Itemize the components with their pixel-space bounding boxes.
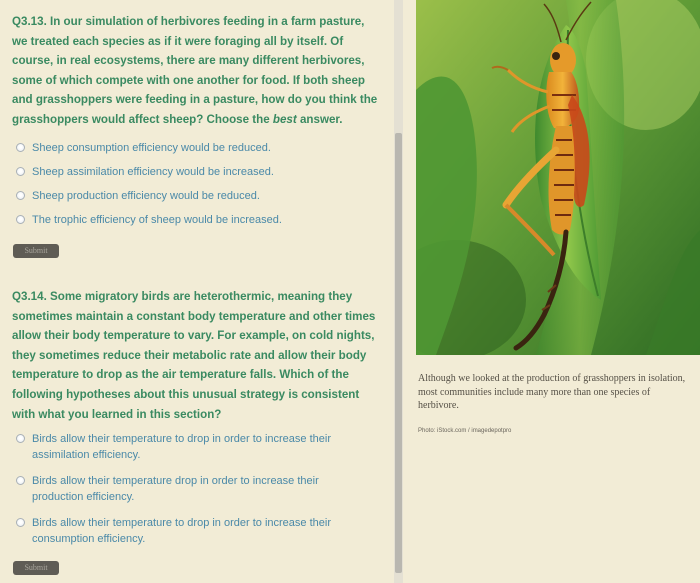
answer-option[interactable] [16,212,376,236]
answer-option-label: Sheep consumption efficiency would be reduced. [32,142,271,154]
grasshopper-photo [416,0,700,355]
question-q3-14: Q3.14. Some migratory birds are heterothermic, meaning they sometimes maintain a constant body temperature and other times allow their body temperature to vary. For example, on cold nights, they sometimes reduce their metabolic rate and allow their body temperature to drop as the air temperature falls. Which of the following hypotheses about this unusual strategy is consistent with what you learned in this section? [12,290,376,421]
answer-option[interactable] [16,431,376,473]
radio-button[interactable] [16,215,25,224]
answer-options-q3-14 [16,431,376,557]
answer-option-label: Sheep production efficiency would be reduced. [32,190,260,202]
answer-option-label: Birds allow their temperature to drop in order to increase their consumption efficiency. [32,517,331,545]
question-text-end: answer. [296,112,343,126]
radio-button[interactable] [16,167,25,176]
answer-option[interactable] [16,140,376,164]
radio-button[interactable] [16,434,25,443]
answer-option-label: Sheep assimilation efficiency would be increased. [32,166,274,178]
submit-button-q3-13[interactable]: Submit [13,244,59,258]
answer-option[interactable] [16,164,376,188]
radio-button[interactable] [16,518,25,527]
answer-option[interactable] [16,188,376,212]
scrollbar-thumb[interactable] [395,133,402,573]
submit-button-q3-14[interactable]: Submit [13,561,59,575]
answer-options-q3-13 [16,140,376,236]
figure-pane [403,0,700,583]
answer-option[interactable] [16,515,376,557]
answer-option[interactable] [16,473,376,515]
question-q3-13 [12,12,382,130]
answer-option-label: Birds allow their temperature to drop in order to increase their assimilation efficiency. [32,433,331,461]
grasshopper-illustration [416,0,700,355]
radio-button[interactable] [16,191,25,200]
question-text: Q3.13. In our simulation of herbivores feeding in a farm pasture, we treated each species as if it were foraging all by itself. Of course, in real ecosystems, there are many different herbivores, some of which compete with one another for food. If both sheep and grasshoppers were feeding in a pasture, how do you think the grasshoppers would affect sheep? Choose the [12,15,378,126]
radio-button[interactable] [16,476,25,485]
scrollbar[interactable] [394,0,403,583]
question-emphasis: best [272,112,297,126]
answer-option-label: The trophic efficiency of sheep would be increased. [32,214,282,226]
answer-option-label: Birds allow their temperature drop in order to increase their production efficiency. [32,475,319,503]
photo-credit: Photo: iStock.com / imagedepotpro [418,428,512,434]
radio-button[interactable] [16,143,25,152]
figure-caption: Although we looked at the production of grasshoppers in isolation, most communities include many more than one species of herbivore. [418,373,686,411]
